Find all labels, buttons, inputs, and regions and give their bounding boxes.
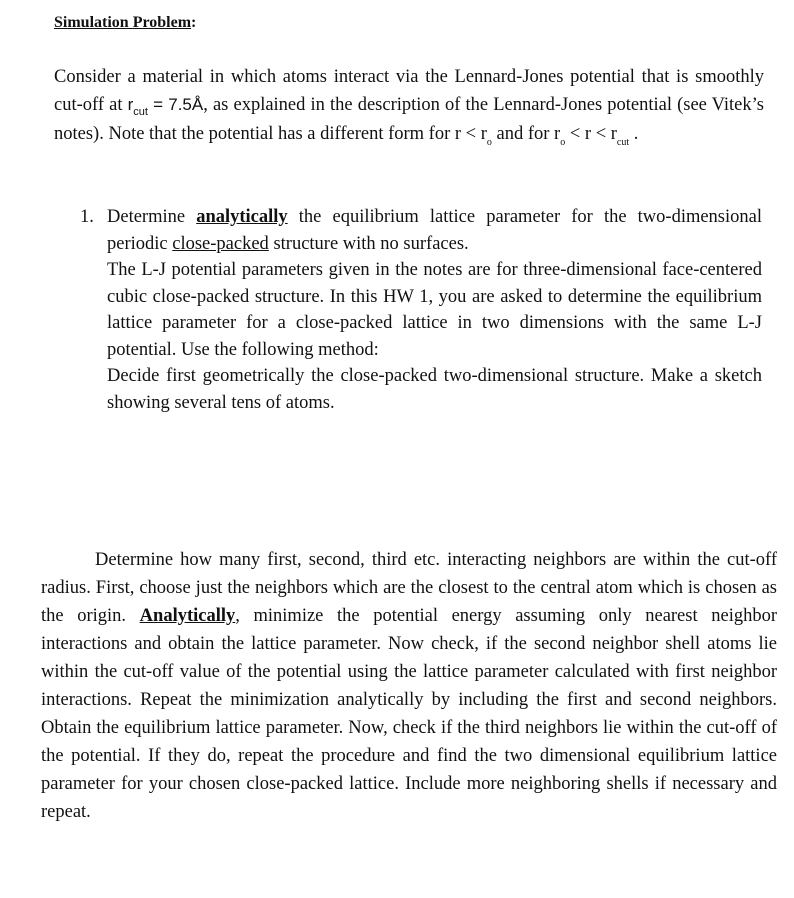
item1-close-packed: close-packed [172,233,269,254]
rcut-symbol [127,95,204,118]
item1-line1 [107,204,762,257]
method-paragraph [41,546,777,826]
list-item-number: 1. [80,207,94,227]
intro-text-2: , as explained in the description of the Lennard-Jones potential (see Vitek’s notes). Note that the potential has a different form for r < r [54,95,764,144]
numbered-list [80,204,762,416]
rcut-subscript-b: cut [616,137,630,148]
r0-subscript: o [486,137,492,148]
intro-paragraph [54,64,764,150]
intro-text-3: and for r [491,124,561,144]
heading-text: Simulation Problem [54,14,192,31]
item1-analytically: analytically [196,207,288,227]
heading-colon: : [191,14,197,31]
section-heading [54,13,196,33]
para2-text-1: Determine how many first, second, third etc. interacting neighbors are within the cut-off radius. First, choose just the neighbors which are the closest to the central atom which is chosen as the origin. [41,550,777,626]
rcut-subscript: cut [133,106,148,118]
rcut-value: = 7.5Å [147,95,204,114]
para2-analytically: Analytically [139,606,236,626]
intro-text-5: . [629,124,639,144]
para2-text-2: , minimize the potential energy assuming only nearest neighbor interactions and obtain the lattice parameter. Now check, if the second neighbor shell atoms lie within the cut-off value of the potential using the lattice parameter calculated with first neighbor interactions. Repeat the minimization analytically by including the first and second neighbors. Obtain the equilibrium lattice parameter. Now, check if the third neighbors lie within the cut-off of the potential. If they do, repeat the procedure and find the two dimensional equilibrium lattice parameter for your chosen close-packed lattice. Include more neighboring shells if necessary and repeat. [41,606,777,822]
item1-pre: Determine [107,207,197,227]
item1-line2: The L-J potential parameters given in the notes are for three-dimensional face-centered cubic close-packed structure. In this HW 1, you are asked to determine the equilibrium lattice parameter for a close-packed lattice in two dimensions with the same L-J potential. Use the following method: [107,260,762,360]
intro-text-1: Consider a material in which atoms interact via the Lennard-Jones potential that is smoothly cut-off at [54,67,764,115]
item1-line3: Decide first geometrically the close-packed two-dimensional structure. Make a sketch showing several tens of atoms. [107,366,762,413]
intro-text-4: < r < r [565,124,617,144]
rcut-r: r [127,95,134,114]
item1-mid: the equilibrium lattice parameter for the two-dimensional periodic [107,207,762,254]
item1-post: structure with no surfaces. [268,233,469,254]
r0-subscript-b: o [560,137,566,148]
list-item [107,204,762,416]
